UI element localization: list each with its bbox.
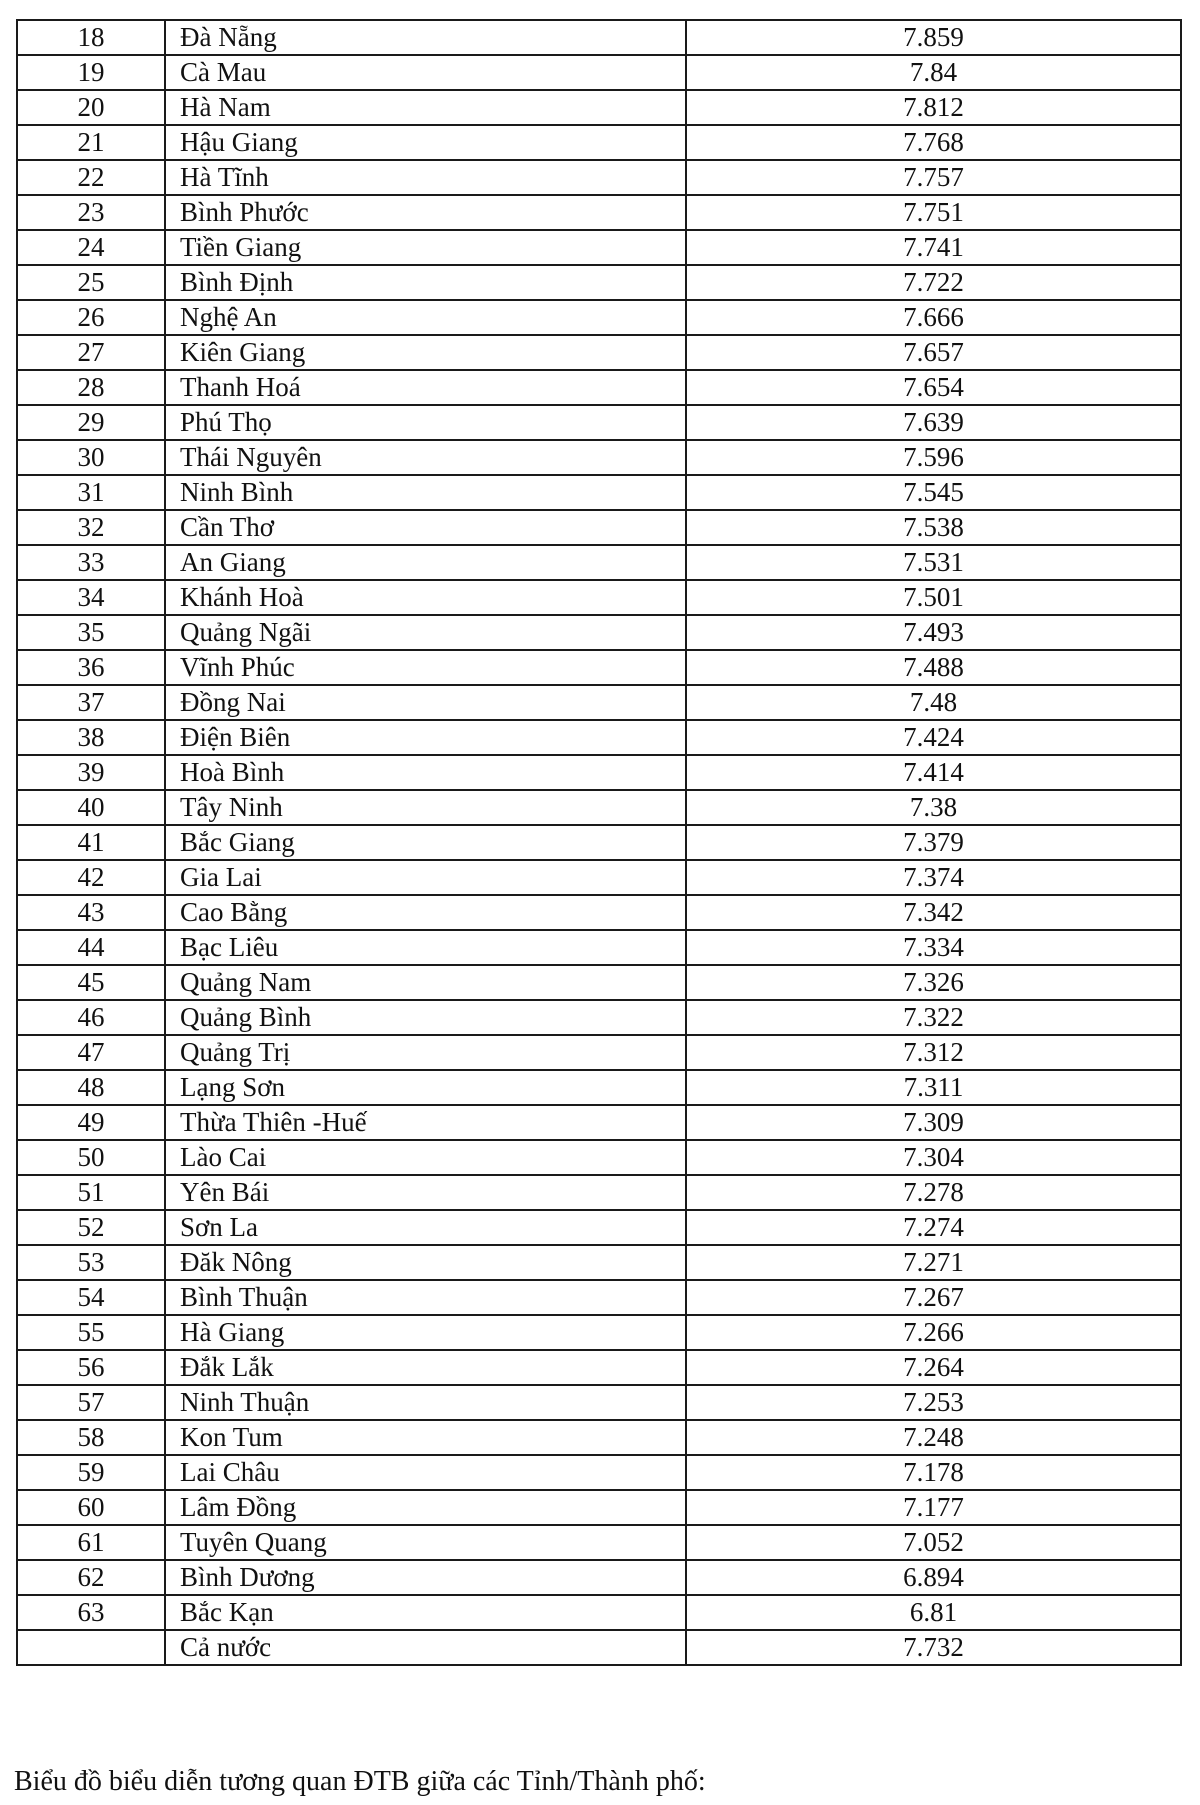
table-row xyxy=(17,160,1181,195)
score-cell: 7.48 xyxy=(686,685,1181,720)
rank-cell: 48 xyxy=(17,1070,165,1105)
score-cell: 7.278 xyxy=(686,1175,1181,1210)
table-row xyxy=(17,300,1181,335)
province-cell: Thừa Thiên -Huế xyxy=(165,1105,686,1140)
province-cell: Bạc Liêu xyxy=(165,930,686,965)
table-row xyxy=(17,1000,1181,1035)
province-cell: Tuyên Quang xyxy=(165,1525,686,1560)
table-row xyxy=(17,1420,1181,1455)
province-cell: Bình Phước xyxy=(165,195,686,230)
province-cell: Lạng Sơn xyxy=(165,1070,686,1105)
rank-cell: 21 xyxy=(17,125,165,160)
rank-cell: 45 xyxy=(17,965,165,1000)
score-cell: 7.267 xyxy=(686,1280,1181,1315)
score-cell: 7.38 xyxy=(686,790,1181,825)
province-cell: Phú Thọ xyxy=(165,405,686,440)
score-cell: 7.266 xyxy=(686,1315,1181,1350)
table-row xyxy=(17,1280,1181,1315)
province-cell: Khánh Hoà xyxy=(165,580,686,615)
score-cell: 7.274 xyxy=(686,1210,1181,1245)
table-row xyxy=(17,1140,1181,1175)
table-row xyxy=(17,1245,1181,1280)
score-cell: 7.424 xyxy=(686,720,1181,755)
table-row xyxy=(17,230,1181,265)
table-row xyxy=(17,510,1181,545)
table-row xyxy=(17,1560,1181,1595)
table-row xyxy=(17,650,1181,685)
rank-cell: 28 xyxy=(17,370,165,405)
province-cell: Ninh Bình xyxy=(165,475,686,510)
rank-cell: 38 xyxy=(17,720,165,755)
score-cell: 7.722 xyxy=(686,265,1181,300)
score-cell: 7.326 xyxy=(686,965,1181,1000)
rank-cell: 55 xyxy=(17,1315,165,1350)
score-cell: 7.859 xyxy=(686,20,1181,55)
province-cell: Cả nước xyxy=(165,1630,686,1665)
score-cell: 7.052 xyxy=(686,1525,1181,1560)
score-cell: 6.81 xyxy=(686,1595,1181,1630)
rank-cell: 49 xyxy=(17,1105,165,1140)
rank-cell: 57 xyxy=(17,1385,165,1420)
table-row xyxy=(17,790,1181,825)
score-cell: 7.304 xyxy=(686,1140,1181,1175)
province-cell: Yên Bái xyxy=(165,1175,686,1210)
score-cell: 7.596 xyxy=(686,440,1181,475)
rank-cell: 40 xyxy=(17,790,165,825)
score-cell: 7.531 xyxy=(686,545,1181,580)
score-cell: 7.732 xyxy=(686,1630,1181,1665)
rank-cell: 36 xyxy=(17,650,165,685)
score-cell: 7.538 xyxy=(686,510,1181,545)
rank-cell: 51 xyxy=(17,1175,165,1210)
province-cell: Đà Nẵng xyxy=(165,20,686,55)
province-cell: Quảng Bình xyxy=(165,1000,686,1035)
score-table xyxy=(16,19,1182,1666)
rank-cell: 46 xyxy=(17,1000,165,1035)
score-cell: 7.312 xyxy=(686,1035,1181,1070)
rank-cell: 54 xyxy=(17,1280,165,1315)
province-cell: Tiền Giang xyxy=(165,230,686,265)
score-cell: 7.812 xyxy=(686,90,1181,125)
table-row xyxy=(17,20,1181,55)
score-cell: 7.757 xyxy=(686,160,1181,195)
province-cell: Điện Biên xyxy=(165,720,686,755)
rank-cell: 58 xyxy=(17,1420,165,1455)
rank-cell xyxy=(17,1630,165,1665)
province-cell: Thái Nguyên xyxy=(165,440,686,475)
score-cell: 6.894 xyxy=(686,1560,1181,1595)
province-cell: Cà Mau xyxy=(165,55,686,90)
table-row xyxy=(17,335,1181,370)
rank-cell: 24 xyxy=(17,230,165,265)
rank-cell: 20 xyxy=(17,90,165,125)
province-cell: Kiên Giang xyxy=(165,335,686,370)
province-cell: Hậu Giang xyxy=(165,125,686,160)
table-row xyxy=(17,1385,1181,1420)
score-cell: 7.657 xyxy=(686,335,1181,370)
score-cell: 7.248 xyxy=(686,1420,1181,1455)
rank-cell: 61 xyxy=(17,1525,165,1560)
province-cell: Quảng Trị xyxy=(165,1035,686,1070)
province-cell: Quảng Nam xyxy=(165,965,686,1000)
rank-cell: 60 xyxy=(17,1490,165,1525)
score-cell: 7.374 xyxy=(686,860,1181,895)
score-cell: 7.414 xyxy=(686,755,1181,790)
table-row xyxy=(17,1350,1181,1385)
score-table-container xyxy=(16,19,1182,1666)
province-cell: Quảng Ngãi xyxy=(165,615,686,650)
table-row xyxy=(17,1175,1181,1210)
score-cell: 7.493 xyxy=(686,615,1181,650)
score-cell: 7.178 xyxy=(686,1455,1181,1490)
province-cell: Hoà Bình xyxy=(165,755,686,790)
province-cell: Đắk Lắk xyxy=(165,1350,686,1385)
table-row xyxy=(17,195,1181,230)
province-cell: Kon Tum xyxy=(165,1420,686,1455)
province-cell: Thanh Hoá xyxy=(165,370,686,405)
score-cell: 7.379 xyxy=(686,825,1181,860)
score-cell: 7.768 xyxy=(686,125,1181,160)
province-cell: Sơn La xyxy=(165,1210,686,1245)
table-row xyxy=(17,545,1181,580)
province-cell: Bắc Kạn xyxy=(165,1595,686,1630)
table-row xyxy=(17,825,1181,860)
table-row xyxy=(17,370,1181,405)
province-cell: Hà Giang xyxy=(165,1315,686,1350)
province-cell: Hà Nam xyxy=(165,90,686,125)
table-row xyxy=(17,1105,1181,1140)
rank-cell: 52 xyxy=(17,1210,165,1245)
province-cell: An Giang xyxy=(165,545,686,580)
score-cell: 7.322 xyxy=(686,1000,1181,1035)
province-cell: Bình Thuận xyxy=(165,1280,686,1315)
score-cell: 7.639 xyxy=(686,405,1181,440)
province-cell: Lào Cai xyxy=(165,1140,686,1175)
score-cell: 7.264 xyxy=(686,1350,1181,1385)
rank-cell: 25 xyxy=(17,265,165,300)
table-body xyxy=(17,20,1181,1665)
table-row xyxy=(17,720,1181,755)
score-cell: 7.501 xyxy=(686,580,1181,615)
rank-cell: 43 xyxy=(17,895,165,930)
rank-cell: 31 xyxy=(17,475,165,510)
table-row xyxy=(17,965,1181,1000)
table-row xyxy=(17,580,1181,615)
province-cell: Ninh Thuận xyxy=(165,1385,686,1420)
table-row xyxy=(17,860,1181,895)
province-cell: Bắc Giang xyxy=(165,825,686,860)
table-row xyxy=(17,930,1181,965)
province-cell: Hà Tĩnh xyxy=(165,160,686,195)
table-row xyxy=(17,755,1181,790)
table-row xyxy=(17,475,1181,510)
table-row xyxy=(17,90,1181,125)
score-cell: 7.177 xyxy=(686,1490,1181,1525)
rank-cell: 33 xyxy=(17,545,165,580)
rank-cell: 47 xyxy=(17,1035,165,1070)
province-cell: Vĩnh Phúc xyxy=(165,650,686,685)
province-cell: Đăk Nông xyxy=(165,1245,686,1280)
rank-cell: 53 xyxy=(17,1245,165,1280)
score-cell: 7.84 xyxy=(686,55,1181,90)
table-row xyxy=(17,55,1181,90)
rank-cell: 32 xyxy=(17,510,165,545)
table-row xyxy=(17,1630,1181,1665)
rank-cell: 39 xyxy=(17,755,165,790)
score-cell: 7.741 xyxy=(686,230,1181,265)
rank-cell: 26 xyxy=(17,300,165,335)
rank-cell: 23 xyxy=(17,195,165,230)
rank-cell: 50 xyxy=(17,1140,165,1175)
rank-cell: 30 xyxy=(17,440,165,475)
table-row xyxy=(17,1595,1181,1630)
rank-cell: 56 xyxy=(17,1350,165,1385)
table-row xyxy=(17,265,1181,300)
table-row xyxy=(17,440,1181,475)
score-cell: 7.488 xyxy=(686,650,1181,685)
score-cell: 7.751 xyxy=(686,195,1181,230)
rank-cell: 62 xyxy=(17,1560,165,1595)
rank-cell: 34 xyxy=(17,580,165,615)
rank-cell: 29 xyxy=(17,405,165,440)
rank-cell: 18 xyxy=(17,20,165,55)
rank-cell: 63 xyxy=(17,1595,165,1630)
table-row xyxy=(17,125,1181,160)
rank-cell: 19 xyxy=(17,55,165,90)
province-cell: Lâm Đồng xyxy=(165,1490,686,1525)
province-cell: Lai Châu xyxy=(165,1455,686,1490)
rank-cell: 22 xyxy=(17,160,165,195)
table-row xyxy=(17,1315,1181,1350)
province-cell: Bình Dương xyxy=(165,1560,686,1595)
table-row xyxy=(17,405,1181,440)
rank-cell: 42 xyxy=(17,860,165,895)
province-cell: Bình Định xyxy=(165,265,686,300)
score-cell: 7.253 xyxy=(686,1385,1181,1420)
province-cell: Tây Ninh xyxy=(165,790,686,825)
score-cell: 7.334 xyxy=(686,930,1181,965)
table-row xyxy=(17,895,1181,930)
chart-caption: Biểu đồ biểu diễn tương quan ĐTB giữa các Tỉnh/Thành phố: xyxy=(14,1766,706,1797)
table-row xyxy=(17,685,1181,720)
table-row xyxy=(17,1525,1181,1560)
rank-cell: 59 xyxy=(17,1455,165,1490)
score-cell: 7.342 xyxy=(686,895,1181,930)
score-cell: 7.309 xyxy=(686,1105,1181,1140)
province-cell: Gia Lai xyxy=(165,860,686,895)
province-cell: Nghệ An xyxy=(165,300,686,335)
score-cell: 7.545 xyxy=(686,475,1181,510)
rank-cell: 41 xyxy=(17,825,165,860)
table-row xyxy=(17,1210,1181,1245)
score-cell: 7.666 xyxy=(686,300,1181,335)
table-row xyxy=(17,1490,1181,1525)
table-row xyxy=(17,1035,1181,1070)
score-cell: 7.654 xyxy=(686,370,1181,405)
table-row xyxy=(17,1455,1181,1490)
rank-cell: 27 xyxy=(17,335,165,370)
rank-cell: 44 xyxy=(17,930,165,965)
rank-cell: 37 xyxy=(17,685,165,720)
province-cell: Đồng Nai xyxy=(165,685,686,720)
rank-cell: 35 xyxy=(17,615,165,650)
table-row xyxy=(17,1070,1181,1105)
table-row xyxy=(17,615,1181,650)
score-cell: 7.311 xyxy=(686,1070,1181,1105)
score-cell: 7.271 xyxy=(686,1245,1181,1280)
province-cell: Cần Thơ xyxy=(165,510,686,545)
province-cell: Cao Bằng xyxy=(165,895,686,930)
